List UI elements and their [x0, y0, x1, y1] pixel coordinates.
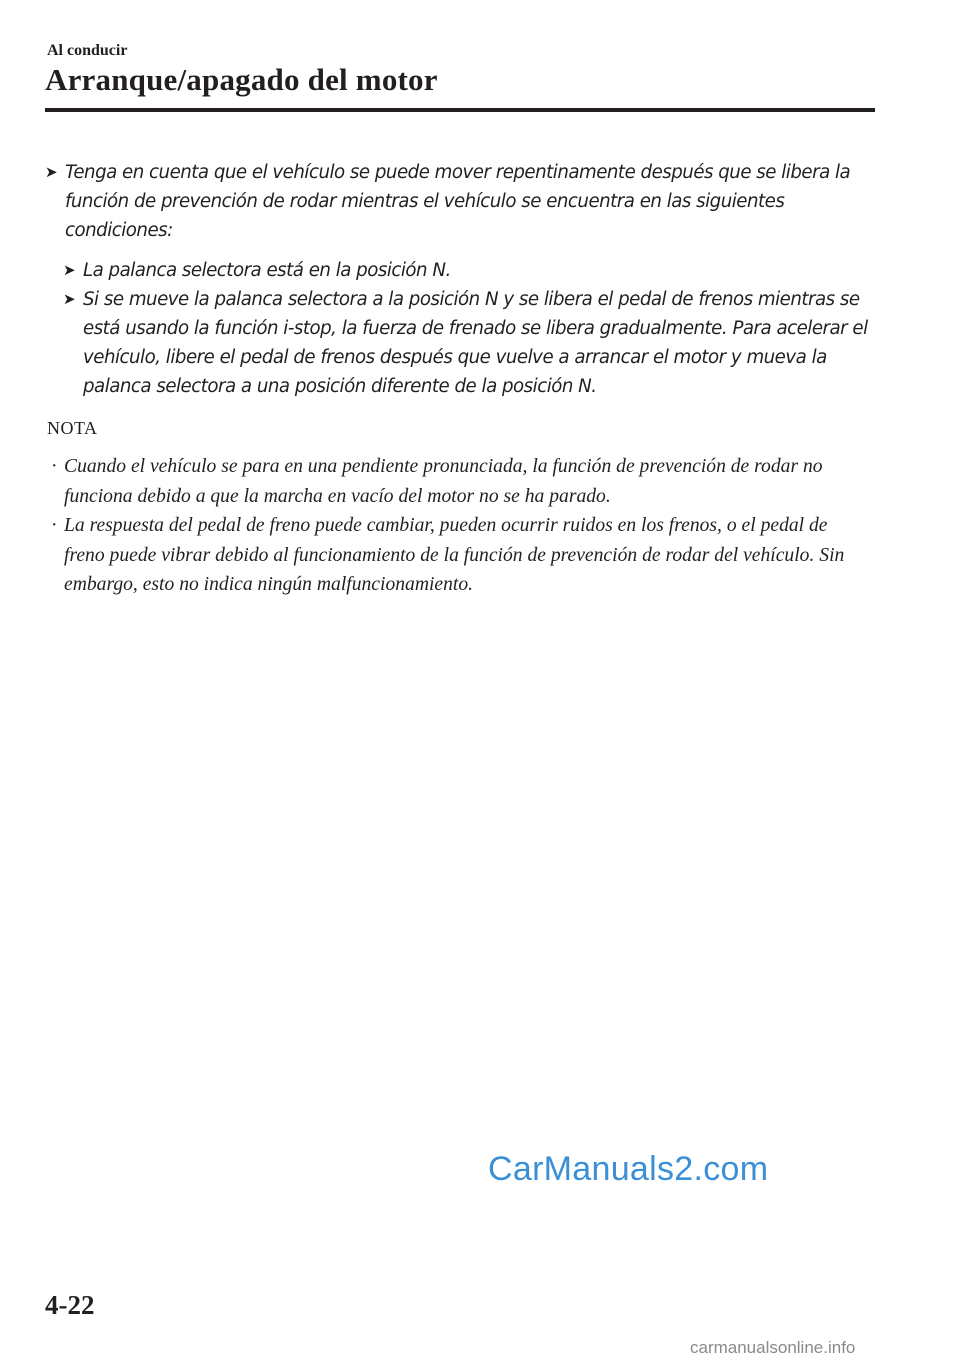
sub-bullet-item [63, 285, 875, 401]
nota-text: Cuando el vehículo se para en una pendiente pronunciada, la función de prevención de rodar no funciona debido a que la marcha en vacío del motor no se ha parado. [64, 456, 823, 507]
dot-bullet-icon: · [51, 515, 58, 536]
arrow-bullet-icon: ➤ [63, 290, 76, 308]
arrow-bullet-icon: ➤ [45, 163, 58, 181]
footer-site-link[interactable]: carmanualsonline.info [690, 1338, 856, 1357]
sub-bullet-text: La palanca selectora está en la posición N. [83, 260, 451, 281]
nota-list [47, 452, 867, 600]
warning-bullets [45, 158, 875, 401]
nota-text: La respuesta del pedal de freno puede cambiar, pueden ocurrir ruidos en los frenos, o el pedal de freno puede vibrar debido al funcionamiento de la función de prevención de rodar del vehículo. Sin embargo, esto no indica ningún malfuncionamiento. [64, 515, 845, 595]
watermark-logo: CarManuals2.com [488, 1150, 769, 1188]
page-number: 4-22 [45, 1290, 95, 1320]
nota-heading: NOTA [47, 418, 98, 438]
dot-bullet-icon: · [51, 456, 58, 477]
section-label: Al conducir [47, 42, 128, 59]
nota-item [47, 511, 867, 600]
bullet-item-main [45, 158, 875, 245]
sub-bullet-item [63, 256, 875, 285]
sub-bullet-list [45, 256, 875, 401]
nota-item [47, 452, 867, 511]
sub-bullet-text: Si se mueve la palanca selectora a la posición N y se libera el pedal de frenos mientras se está usando la función i-stop, la fuerza de frenado se libera gradualmente. Para acelerar el vehículo, libere el pedal de frenos después que vuelve a arrancar el motor y mueva la palanca selectora a una posición diferente de la posición N. [83, 289, 868, 397]
bullet-text: Tenga en cuenta que el vehículo se puede mover repentinamente después que se libera la función de prevención de rodar mientras el vehículo se encuentra en las siguientes condiciones: [65, 162, 851, 241]
arrow-bullet-icon: ➤ [63, 261, 76, 279]
title-divider [45, 108, 875, 112]
page-title: Arranque/apagado del motor [45, 62, 438, 97]
